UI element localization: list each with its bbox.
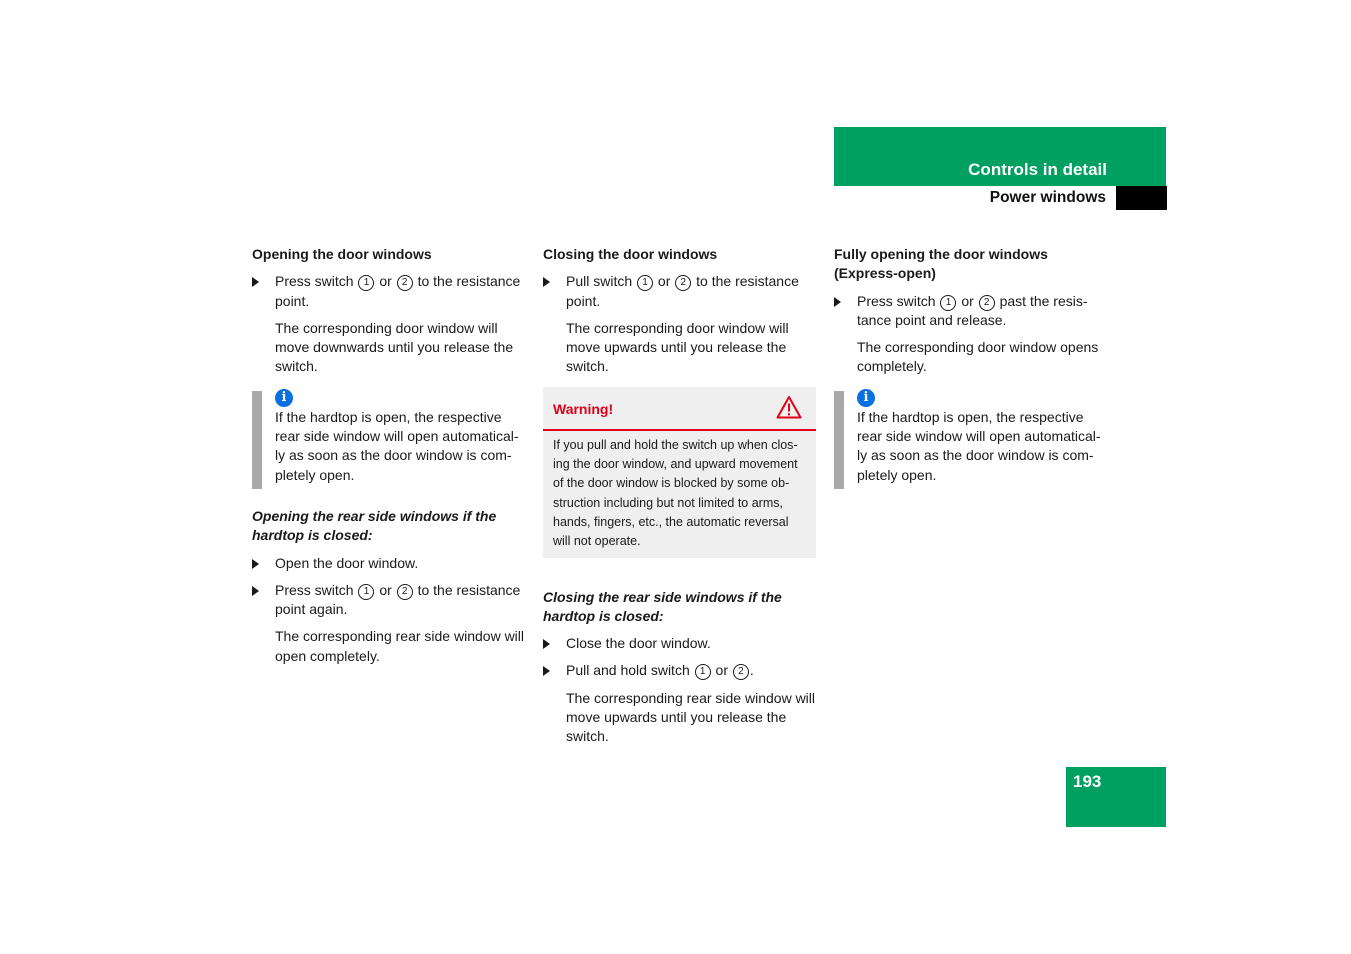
arrow-right-icon xyxy=(252,586,259,596)
column-3 xyxy=(834,245,1109,507)
step-result: The corresponding rear side window will move upwards until you release the switch. xyxy=(566,689,816,745)
note-text: If the hardtop is open, the respective rear side window will open automatical-ly as soon as the door window is com-pletely open. xyxy=(275,408,519,483)
heading-closing-door-windows: Closing the door windows xyxy=(543,246,718,262)
page-number-box xyxy=(1066,767,1166,827)
note-bar xyxy=(252,391,262,489)
switch-1-symbol: 1 xyxy=(695,664,711,680)
step-item: Pull switch 1 or 2 to the resistance point. xyxy=(543,272,816,311)
warning-box xyxy=(543,387,816,558)
warning-header xyxy=(543,387,816,431)
heading-closing-rear-windows: Closing the rear side windows if the hardtop is closed: xyxy=(543,588,782,624)
switch-2-symbol: 2 xyxy=(675,275,691,291)
arrow-right-icon xyxy=(834,297,841,307)
section-header-bar xyxy=(834,127,1166,186)
warning-text: If you pull and hold the switch up when clos-ing the door window, and upward movement of the door window is blocked by some ob-struction including but not limited to arms, hands, fingers, etc., the automatic reversal will not operate. xyxy=(553,437,798,549)
arrow-right-icon xyxy=(252,277,259,287)
step-item: Press switch 1 or 2 to the resistance point again. xyxy=(252,581,527,620)
switch-2-symbol: 2 xyxy=(733,664,749,680)
switch-1-symbol: 1 xyxy=(358,275,374,291)
subsection-title: Power windows xyxy=(989,189,1106,206)
heading-express-open: Fully opening the door windows (Express-open) xyxy=(834,246,1048,282)
step-item: Pull and hold switch 1 or 2 . xyxy=(543,661,816,680)
section-tab-marker xyxy=(1116,186,1167,210)
switch-2-symbol: 2 xyxy=(397,584,413,600)
page-number: 193 xyxy=(1073,772,1102,791)
step-item: Open the door window. xyxy=(252,554,527,573)
step-item: Close the door window. xyxy=(543,634,816,653)
switch-1-symbol: 1 xyxy=(637,275,653,291)
info-note xyxy=(834,387,1109,485)
note-text: If the hardtop is open, the respective rear side window will open automatical-ly as soon as the door window is com-pletely open. xyxy=(857,408,1101,483)
switch-2-symbol: 2 xyxy=(979,295,995,311)
arrow-right-icon xyxy=(543,666,550,676)
heading-opening-door-windows: Opening the door windows xyxy=(252,246,432,262)
arrow-right-icon xyxy=(543,277,550,287)
column-1 xyxy=(252,245,527,674)
column-2 xyxy=(543,245,816,755)
step-item: Press switch 1 or 2 past the resis-tance point and release. xyxy=(834,292,1109,331)
switch-1-symbol: 1 xyxy=(358,584,374,600)
arrow-right-icon xyxy=(543,639,550,649)
info-note xyxy=(252,387,527,485)
switch-2-symbol: 2 xyxy=(397,275,413,291)
step-item: Press switch 1 or 2 to the resistance point. xyxy=(252,272,527,311)
warning-triangle-icon xyxy=(776,395,802,419)
note-bar xyxy=(834,391,844,489)
switch-1-symbol: 1 xyxy=(940,295,956,311)
info-icon: i xyxy=(857,389,875,407)
step-result: The corresponding door window will move downwards until you release the switch. xyxy=(275,319,514,375)
info-icon: i xyxy=(275,389,293,407)
section-title: Controls in detail xyxy=(968,160,1107,179)
warning-title: Warning! xyxy=(553,400,614,417)
heading-opening-rear-windows: Opening the rear side windows if the hardtop is closed: xyxy=(252,507,497,544)
step-result: The corresponding door window will move upwards until you release the switch. xyxy=(566,319,789,375)
arrow-right-icon xyxy=(252,559,259,569)
step-result: The corresponding rear side window will open completely. xyxy=(275,628,525,664)
step-result: The corresponding door window opens completely. xyxy=(857,339,1099,375)
